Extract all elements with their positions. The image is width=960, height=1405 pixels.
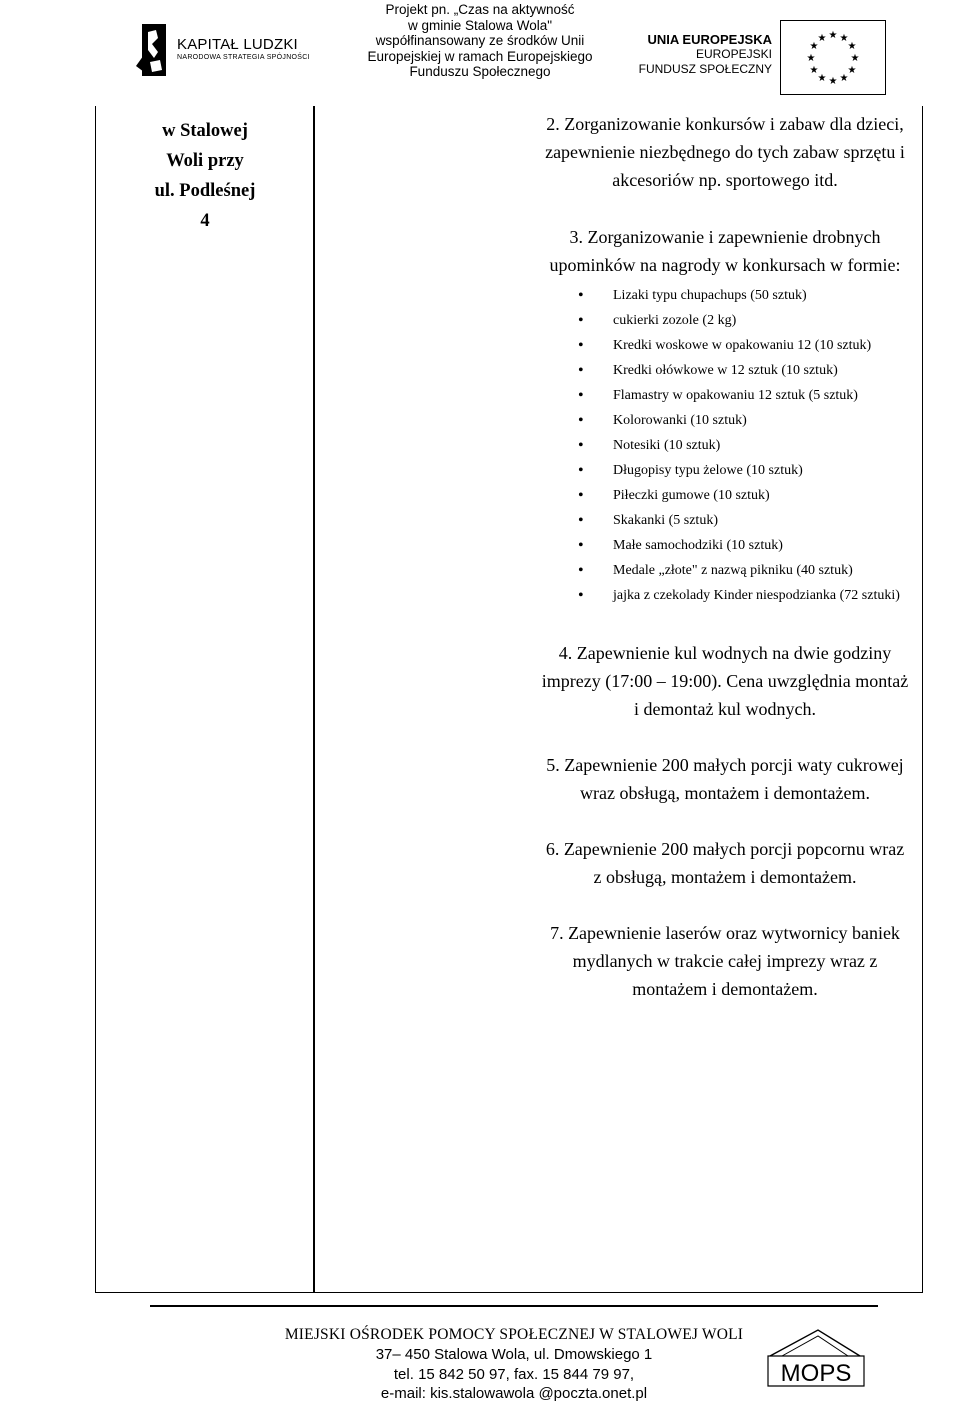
list-item: • Skakanki (5 sztuk) [578, 508, 910, 533]
list-item: • Medale „złote" z nazwą pikniku (40 sztuk) [578, 558, 910, 583]
list-item: • jajka z czekolady Kinder niespodzianka (72 sztuki) [578, 583, 910, 608]
mops-logo-icon [760, 1326, 872, 1392]
item-3-text: 3. Zorganizowanie i zapewnienie drobnych upominków na nagrody w konkursach w formie: [549, 227, 901, 275]
kapital-ludzki-emblem-icon [136, 22, 168, 78]
item-5-text: 5. Zapewnienie 200 małych porcji waty cukrowej wraz obsługą, montażem i demontażem. [546, 755, 904, 803]
footer-phone: tel. 15 842 50 97, fax. 15 844 79 97, [393, 1365, 635, 1383]
svg-text:★: ★ [847, 41, 857, 52]
list-item: • Małe samochodziki (10 sztuk) [578, 533, 910, 558]
list-item: • Flamastry w opakowaniu 12 sztuk (5 sztuk) [578, 383, 910, 408]
location-line: Woli przy [166, 151, 244, 171]
list-item: • Lizaki typu chupachups (50 sztuk) [578, 283, 910, 308]
item-4-text: 4. Zapewnienie kul wodnych na dwie godziny imprezy (17:00 – 19:00). Cena uwzględnia montaż i demontaż kul wodnych. [541, 643, 909, 719]
svg-text:★: ★ [839, 73, 849, 84]
svg-text:★: ★ [817, 33, 827, 44]
project-line: współfinansowany ze środków Unii [375, 33, 585, 49]
svg-text:★: ★ [839, 33, 849, 44]
location-line: 4 [200, 211, 210, 231]
svg-text:★: ★ [809, 41, 819, 52]
svg-text:★: ★ [828, 76, 838, 87]
item-7-text: 7. Zapewnienie laserów oraz wytwornicy baniek mydlanych w trakcie całej imprezy wraz z montażem i demontażem. [550, 923, 900, 999]
gift-list [540, 283, 910, 608]
item-2-text: 2. Zorganizowanie konkursów i zabaw dla dzieci, zapewnienie niezbędnego do tych zabaw sprzętu i akcesoriów np. sportowego itd. [545, 114, 905, 190]
svg-text:★: ★ [847, 65, 857, 76]
location-cell [120, 116, 290, 236]
item-6-text: 6. Zapewnienie 200 małych porcji popcornu wraz z obsługą, montażem i demontażem. [545, 839, 905, 887]
project-description [330, 2, 630, 80]
kapital-ludzki-subtitle: NARODOWA STRATEGIA SPÓJNOŚCI [177, 54, 310, 61]
kapital-ludzki-title: KAPITAŁ LUDZKI [177, 36, 298, 53]
eu-title: UNIA EUROPEJSKA [647, 32, 772, 47]
column-divider [313, 106, 315, 1293]
svg-text:★: ★ [809, 65, 819, 76]
footer-email: e-mail: kis.stalowawola @poczta.onet.pl [380, 1385, 648, 1402]
scope-cell [540, 110, 910, 1003]
footer-divider [150, 1305, 878, 1307]
project-line: Funduszu Społecznego [409, 64, 551, 80]
mops-logo-text: MOPS [780, 1360, 852, 1387]
eu-flag-icon [780, 20, 886, 95]
eu-line: EUROPEJSKI [695, 47, 772, 61]
svg-text:★: ★ [806, 53, 816, 64]
project-line: Europejskiej w ramach Europejskiego [367, 48, 593, 64]
svg-text:★: ★ [817, 73, 827, 84]
svg-text:★: ★ [828, 30, 838, 41]
eu-line: FUNDUSZ SPOŁECZNY [638, 62, 772, 76]
footer-org-name: MIEJSKI OŚRODEK POMOCY SPOŁECZNEJ W STALOWEJ WOLI [284, 1326, 744, 1343]
list-item: • Kolorowanki (10 sztuk) [578, 408, 910, 433]
list-item: • Długopisy typu żelowe (10 sztuk) [578, 458, 910, 483]
project-line: w gminie Stalowa Wola" [407, 17, 553, 33]
list-item: • Piłeczki gumowe (10 sztuk) [578, 483, 910, 508]
location-line: ul. Podleśnej [154, 181, 256, 201]
location-line: w Stalowej [162, 121, 248, 141]
eu-fund-label [632, 32, 772, 77]
footer-address-line: 37– 450 Stalowa Wola, ul. Dmowskiego 1 [375, 1346, 653, 1363]
project-line: Projekt pn. „Czas na aktywność [385, 2, 575, 17]
list-item: • Notesiki (10 sztuk) [578, 433, 910, 458]
list-item: • Kredki ołówkowe w 12 sztuk (10 sztuk) [578, 358, 910, 383]
list-item: • Kredki woskowe w opakowaniu 12 (10 sztuk) [578, 333, 910, 358]
svg-text:★: ★ [850, 53, 860, 64]
list-item: • cukierki zozole (2 kg) [578, 308, 910, 333]
